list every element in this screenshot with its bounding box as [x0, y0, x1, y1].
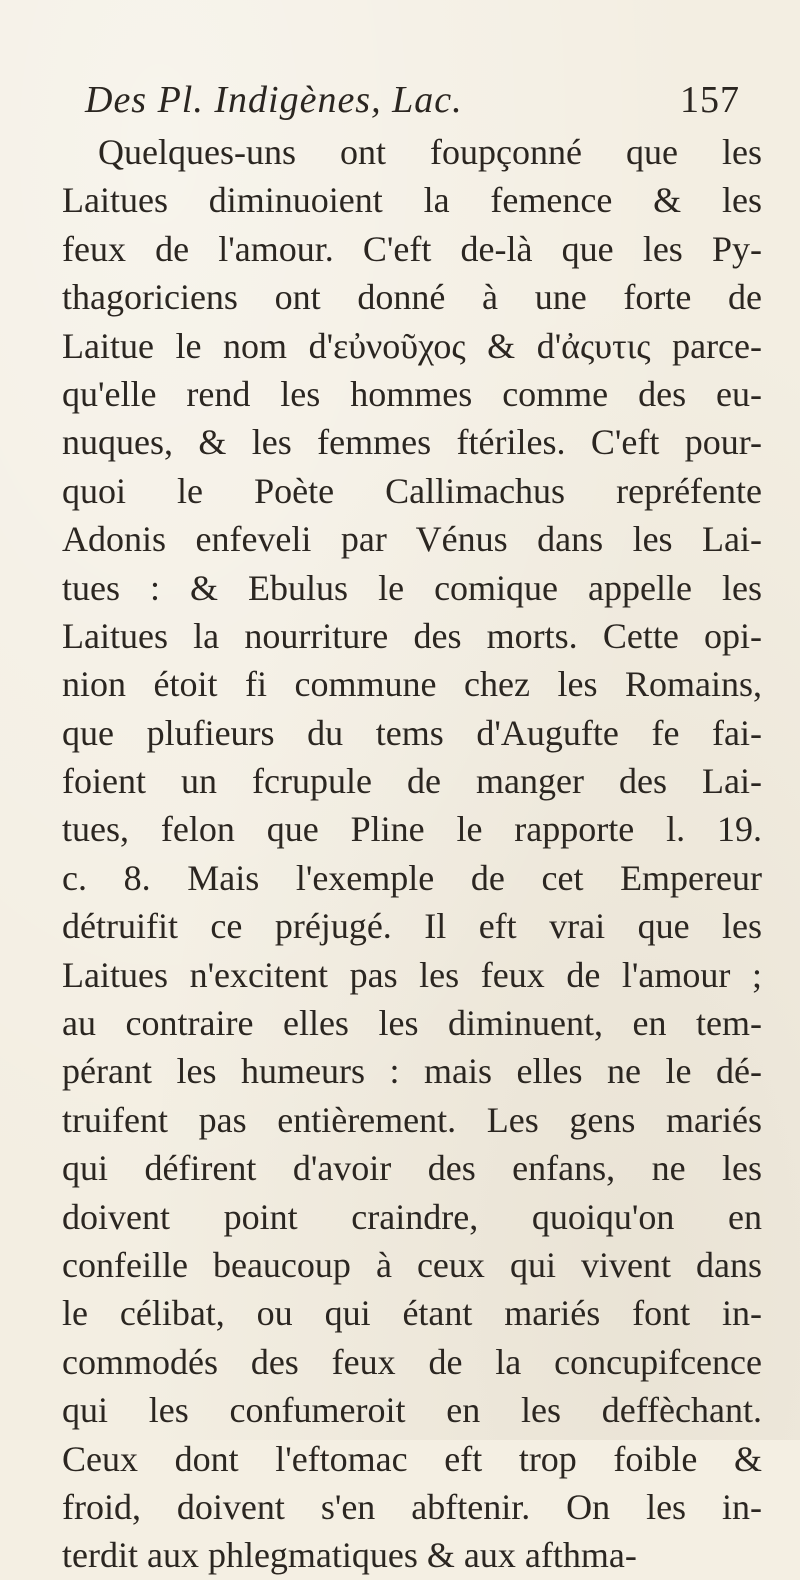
text-line: Laitues diminuoient la femence & les [62, 180, 762, 221]
text-line: nion étoit fi commune chez les Romains, [62, 664, 762, 705]
text-line: Laitue le nom d'εὐνοῦχος & d'ἀςυτις parce- [62, 325, 762, 366]
text-line: tues, felon que Pline le rapporte l. 19. [62, 809, 762, 850]
text-line: doivent point craindre, quoiqu'on en [62, 1196, 762, 1237]
text-line: thagoriciens ont donné à une forte de [62, 277, 762, 318]
text-line: commodés des feux de la concupifcence [62, 1341, 762, 1382]
text-line: Laitues la nourriture des morts. Cette opi- [62, 615, 762, 656]
text-line: c. 8. Mais l'exemple de cet Empereur [62, 857, 762, 898]
text-line: Adonis enfeveli par Vénus dans les Lai- [62, 519, 762, 560]
running-title: Des Pl. Indigènes, Lac. [85, 79, 463, 121]
text-line: froid, doivent s'en abftenir. On les in- [62, 1486, 762, 1527]
text-line: foient un fcrupule de manger des Lai- [62, 761, 762, 802]
text-line: détruifit ce préjugé. Il eft vrai que les [62, 906, 762, 947]
text-line: Ceux dont l'eftomac eft trop foible & [62, 1438, 762, 1479]
text-line: quoi le Poète Callimachus repréfente [62, 470, 762, 511]
body-text [62, 128, 762, 1580]
text-line: qui les confumeroit en les deffèchant. [62, 1390, 762, 1431]
text-line: nuques, & les femmes ftériles. C'eft pour- [62, 422, 762, 463]
text-line: au contraire elles les diminuent, en tem- [62, 1003, 762, 1044]
text-line: qui défirent d'avoir des enfans, ne les [62, 1148, 762, 1189]
text-line: tues : & Ebulus le comique appelle les [62, 567, 762, 608]
text-line: Quelques-uns ont foupçonné que les [98, 132, 762, 172]
page-number: 157 [680, 79, 740, 121]
text-line: le célibat, ou qui étant mariés font in- [62, 1293, 762, 1334]
text-line: qu'elle rend les hommes comme des eu- [62, 373, 762, 414]
text-line: feux de l'amour. C'eft de-là que les Py- [62, 228, 762, 269]
text-line: terdit aux phlegmatiques & aux afthma- [62, 1535, 637, 1576]
text-line: que plufieurs du tems d'Augufte fe fai- [62, 712, 762, 753]
text-line: Laitues n'excitent pas les feux de l'amour ; [62, 954, 762, 995]
text-line: truifent pas entièrement. Les gens mariés [62, 1099, 762, 1140]
page-header [85, 78, 740, 122]
text-line: pérant les humeurs : mais elles ne le dé- [62, 1051, 762, 1092]
text-line: confeille beaucoup à ceux qui vivent dans [62, 1244, 762, 1285]
